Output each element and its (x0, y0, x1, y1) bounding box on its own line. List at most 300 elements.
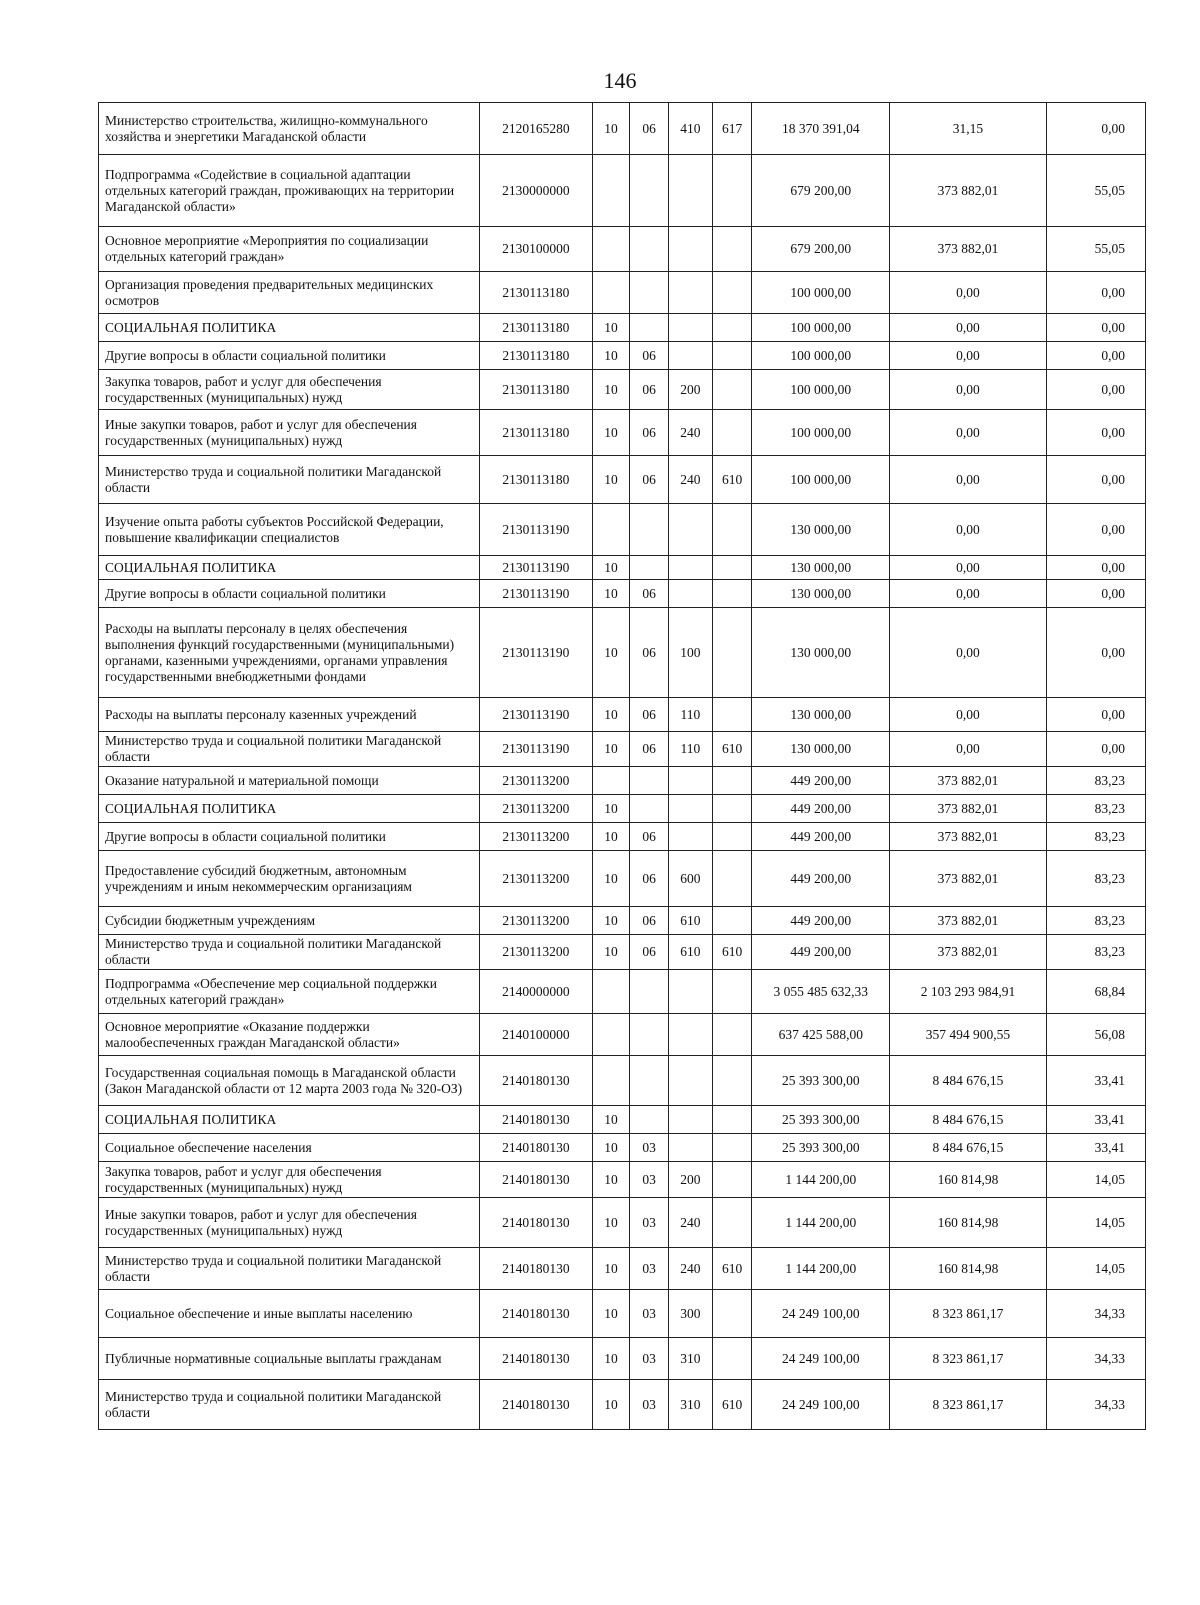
row-rz: 10 (592, 698, 630, 732)
row-grbs (712, 1162, 752, 1198)
row-pr: 06 (630, 907, 669, 935)
table-row (99, 698, 1146, 732)
row-plan: 1 144 200,00 (752, 1198, 890, 1248)
table-row (99, 1162, 1146, 1198)
row-vr: 610 (668, 907, 712, 935)
row-code: 2140180130 (480, 1198, 593, 1248)
row-fact: 373 882,01 (890, 935, 1047, 970)
row-name: Подпрограмма «Обеспечение мер социальной поддержки отдельных категорий граждан» (99, 970, 480, 1014)
row-pct: 83,23 (1046, 907, 1145, 935)
row-rz: 10 (592, 456, 630, 504)
row-rz: 10 (592, 314, 630, 342)
row-pct: 33,41 (1046, 1134, 1145, 1162)
budget-table (98, 102, 1146, 1430)
row-fact: 357 494 900,55 (890, 1014, 1047, 1056)
row-code: 2140180130 (480, 1290, 593, 1338)
row-code: 2130000000 (480, 155, 593, 227)
row-name: Министерство труда и социальной политики Магаданской области (99, 935, 480, 970)
row-pct: 14,05 (1046, 1162, 1145, 1198)
table-row (99, 227, 1146, 272)
table-row (99, 1248, 1146, 1290)
row-fact: 160 814,98 (890, 1198, 1047, 1248)
row-plan: 130 000,00 (752, 608, 890, 698)
row-grbs (712, 504, 752, 556)
row-fact: 8 323 861,17 (890, 1380, 1047, 1430)
row-fact: 373 882,01 (890, 227, 1047, 272)
table-row (99, 970, 1146, 1014)
row-name: Расходы на выплаты персоналу в целях обеспечения выполнения функций государственными (муниципальными) органами, казенными учреждениями, органами управления государственными внебюджетными фондами (99, 608, 480, 698)
row-code: 2140180130 (480, 1056, 593, 1106)
row-pct: 0,00 (1046, 456, 1145, 504)
row-vr: 240 (668, 410, 712, 456)
table-row (99, 823, 1146, 851)
row-pr (630, 155, 669, 227)
row-code: 2140180130 (480, 1134, 593, 1162)
row-plan: 130 000,00 (752, 556, 890, 580)
row-pct: 0,00 (1046, 410, 1145, 456)
row-pct: 55,05 (1046, 155, 1145, 227)
row-grbs (712, 580, 752, 608)
table-row (99, 1198, 1146, 1248)
row-pct: 0,00 (1046, 370, 1145, 410)
row-rz: 10 (592, 1290, 630, 1338)
row-pct: 0,00 (1046, 580, 1145, 608)
row-name: Расходы на выплаты персоналу казенных учреждений (99, 698, 480, 732)
row-name: Изучение опыта работы субъектов Российской Федерации, повышение квалификации специалистов (99, 504, 480, 556)
row-plan: 449 200,00 (752, 935, 890, 970)
row-name: Закупка товаров, работ и услуг для обеспечения государственных (муниципальных) нужд (99, 1162, 480, 1198)
row-code: 2130113180 (480, 342, 593, 370)
row-code: 2130113180 (480, 370, 593, 410)
row-fact: 0,00 (890, 314, 1047, 342)
table-row (99, 155, 1146, 227)
row-rz: 10 (592, 1380, 630, 1430)
row-pr: 06 (630, 732, 669, 767)
row-pr: 06 (630, 370, 669, 410)
row-grbs (712, 272, 752, 314)
row-pct: 83,23 (1046, 851, 1145, 907)
row-name: Иные закупки товаров, работ и услуг для обеспечения государственных (муниципальных) нужд (99, 410, 480, 456)
row-pr: 06 (630, 935, 669, 970)
row-vr: 610 (668, 935, 712, 970)
table-row (99, 410, 1146, 456)
row-name: Социальное обеспечение населения (99, 1134, 480, 1162)
row-grbs (712, 1290, 752, 1338)
row-vr (668, 1134, 712, 1162)
row-fact: 373 882,01 (890, 767, 1047, 795)
row-plan: 679 200,00 (752, 155, 890, 227)
row-plan: 100 000,00 (752, 370, 890, 410)
row-grbs (712, 608, 752, 698)
row-code: 2130113190 (480, 504, 593, 556)
row-grbs (712, 1338, 752, 1380)
row-grbs (712, 556, 752, 580)
row-name: Другие вопросы в области социальной политики (99, 342, 480, 370)
row-rz: 10 (592, 732, 630, 767)
row-rz: 10 (592, 410, 630, 456)
row-name: СОЦИАЛЬНАЯ ПОЛИТИКА (99, 556, 480, 580)
row-rz: 10 (592, 1162, 630, 1198)
row-code: 2140180130 (480, 1380, 593, 1430)
row-pct: 0,00 (1046, 608, 1145, 698)
row-pr: 03 (630, 1134, 669, 1162)
row-pr (630, 504, 669, 556)
row-fact: 8 323 861,17 (890, 1338, 1047, 1380)
row-name: Министерство труда и социальной политики Магаданской области (99, 1248, 480, 1290)
table-body (99, 103, 1146, 1430)
row-vr (668, 970, 712, 1014)
row-grbs: 610 (712, 456, 752, 504)
row-pct: 0,00 (1046, 103, 1145, 155)
row-plan: 449 200,00 (752, 907, 890, 935)
table-row (99, 456, 1146, 504)
row-pr (630, 767, 669, 795)
row-plan: 24 249 100,00 (752, 1380, 890, 1430)
row-pct: 34,33 (1046, 1290, 1145, 1338)
row-pct: 83,23 (1046, 767, 1145, 795)
table-row (99, 1290, 1146, 1338)
row-plan: 449 200,00 (752, 795, 890, 823)
row-fact: 373 882,01 (890, 155, 1047, 227)
table-row (99, 1338, 1146, 1380)
row-plan: 100 000,00 (752, 272, 890, 314)
row-fact: 2 103 293 984,91 (890, 970, 1047, 1014)
row-name: Оказание натуральной и материальной помощи (99, 767, 480, 795)
table-row (99, 795, 1146, 823)
row-pr (630, 970, 669, 1014)
row-pct: 34,33 (1046, 1380, 1145, 1430)
row-pct: 14,05 (1046, 1248, 1145, 1290)
row-pct: 68,84 (1046, 970, 1145, 1014)
row-vr (668, 504, 712, 556)
row-pct: 14,05 (1046, 1198, 1145, 1248)
row-pct: 0,00 (1046, 698, 1145, 732)
row-pr: 06 (630, 698, 669, 732)
row-fact: 0,00 (890, 580, 1047, 608)
row-vr: 300 (668, 1290, 712, 1338)
row-name: Иные закупки товаров, работ и услуг для обеспечения государственных (муниципальных) нужд (99, 1198, 480, 1248)
row-fact: 0,00 (890, 370, 1047, 410)
row-plan: 100 000,00 (752, 342, 890, 370)
row-plan: 100 000,00 (752, 456, 890, 504)
row-grbs (712, 410, 752, 456)
row-rz: 10 (592, 556, 630, 580)
row-rz (592, 1014, 630, 1056)
row-plan: 3 055 485 632,33 (752, 970, 890, 1014)
row-plan: 449 200,00 (752, 823, 890, 851)
row-plan: 449 200,00 (752, 851, 890, 907)
row-grbs (712, 1198, 752, 1248)
row-fact: 31,15 (890, 103, 1047, 155)
page-number: 146 (603, 68, 637, 93)
row-code: 2130113180 (480, 410, 593, 456)
row-pr: 03 (630, 1380, 669, 1430)
table-row (99, 556, 1146, 580)
row-pct: 33,41 (1046, 1056, 1145, 1106)
table-row (99, 504, 1146, 556)
row-fact: 0,00 (890, 556, 1047, 580)
row-grbs: 617 (712, 103, 752, 155)
row-rz (592, 272, 630, 314)
row-rz: 10 (592, 370, 630, 410)
row-grbs (712, 1056, 752, 1106)
row-name: Министерство труда и социальной политики Магаданской области (99, 456, 480, 504)
table-row (99, 314, 1146, 342)
table-row (99, 1380, 1146, 1430)
row-vr: 110 (668, 698, 712, 732)
row-code: 2130113190 (480, 556, 593, 580)
row-name: Основное мероприятие «Мероприятия по социализации отдельных категорий граждан» (99, 227, 480, 272)
row-grbs (712, 823, 752, 851)
row-grbs: 610 (712, 732, 752, 767)
row-vr (668, 795, 712, 823)
row-vr (668, 1014, 712, 1056)
row-pr: 06 (630, 580, 669, 608)
row-pr (630, 272, 669, 314)
row-fact: 8 484 676,15 (890, 1134, 1047, 1162)
row-pct: 0,00 (1046, 342, 1145, 370)
row-plan: 24 249 100,00 (752, 1290, 890, 1338)
row-code: 2140100000 (480, 1014, 593, 1056)
row-code: 2130113190 (480, 732, 593, 767)
row-grbs (712, 907, 752, 935)
row-plan: 100 000,00 (752, 314, 890, 342)
row-vr: 240 (668, 1248, 712, 1290)
row-pct: 83,23 (1046, 935, 1145, 970)
row-code: 2130113190 (480, 698, 593, 732)
row-grbs (712, 767, 752, 795)
row-fact: 373 882,01 (890, 823, 1047, 851)
row-grbs: 610 (712, 1380, 752, 1430)
row-pct: 0,00 (1046, 314, 1145, 342)
row-name: Социальное обеспечение и иные выплаты населению (99, 1290, 480, 1338)
row-grbs (712, 698, 752, 732)
row-pct: 0,00 (1046, 732, 1145, 767)
row-plan: 18 370 391,04 (752, 103, 890, 155)
row-fact: 0,00 (890, 456, 1047, 504)
row-pr: 03 (630, 1290, 669, 1338)
table-row (99, 767, 1146, 795)
row-plan: 130 000,00 (752, 698, 890, 732)
table-row (99, 370, 1146, 410)
row-name: Организация проведения предварительных медицинских осмотров (99, 272, 480, 314)
row-name: Министерство строительства, жилищно-коммунального хозяйства и энергетики Магаданской области (99, 103, 480, 155)
row-name: Субсидии бюджетным учреждениям (99, 907, 480, 935)
row-rz: 10 (592, 935, 630, 970)
row-rz: 10 (592, 823, 630, 851)
table-row (99, 1106, 1146, 1134)
row-code: 2130113200 (480, 935, 593, 970)
row-rz: 10 (592, 795, 630, 823)
row-pct: 56,08 (1046, 1014, 1145, 1056)
row-vr (668, 580, 712, 608)
row-grbs (712, 1014, 752, 1056)
row-fact: 0,00 (890, 342, 1047, 370)
table-row (99, 935, 1146, 970)
row-vr: 200 (668, 1162, 712, 1198)
row-code: 2130113180 (480, 456, 593, 504)
row-fact: 160 814,98 (890, 1162, 1047, 1198)
row-plan: 25 393 300,00 (752, 1106, 890, 1134)
row-rz: 10 (592, 1106, 630, 1134)
row-plan: 25 393 300,00 (752, 1134, 890, 1162)
row-pr: 06 (630, 823, 669, 851)
row-rz (592, 1056, 630, 1106)
row-rz (592, 155, 630, 227)
row-code: 2130100000 (480, 227, 593, 272)
row-pct: 83,23 (1046, 795, 1145, 823)
row-pr (630, 1056, 669, 1106)
row-code: 2130113180 (480, 314, 593, 342)
table-row (99, 1056, 1146, 1106)
row-pct: 55,05 (1046, 227, 1145, 272)
row-fact: 0,00 (890, 698, 1047, 732)
row-name: Министерство труда и социальной политики Магаданской области (99, 732, 480, 767)
row-name: Публичные нормативные социальные выплаты гражданам (99, 1338, 480, 1380)
row-vr: 200 (668, 370, 712, 410)
row-fact: 8 484 676,15 (890, 1106, 1047, 1134)
row-vr (668, 556, 712, 580)
row-plan: 25 393 300,00 (752, 1056, 890, 1106)
row-plan: 1 144 200,00 (752, 1162, 890, 1198)
row-pr: 06 (630, 608, 669, 698)
row-fact: 373 882,01 (890, 907, 1047, 935)
row-rz: 10 (592, 580, 630, 608)
row-pr (630, 314, 669, 342)
row-fact: 8 323 861,17 (890, 1290, 1047, 1338)
row-grbs: 610 (712, 935, 752, 970)
row-rz: 10 (592, 608, 630, 698)
row-pr: 03 (630, 1198, 669, 1248)
row-vr: 110 (668, 732, 712, 767)
row-plan: 130 000,00 (752, 504, 890, 556)
row-vr: 410 (668, 103, 712, 155)
row-fact: 373 882,01 (890, 795, 1047, 823)
row-pr (630, 556, 669, 580)
row-pr: 03 (630, 1338, 669, 1380)
row-vr (668, 1056, 712, 1106)
row-rz: 10 (592, 1338, 630, 1380)
row-vr (668, 767, 712, 795)
row-name: Другие вопросы в области социальной политики (99, 580, 480, 608)
row-code: 2130113200 (480, 851, 593, 907)
row-plan: 679 200,00 (752, 227, 890, 272)
row-vr: 100 (668, 608, 712, 698)
row-pct: 34,33 (1046, 1338, 1145, 1380)
row-vr (668, 314, 712, 342)
row-rz: 10 (592, 1248, 630, 1290)
row-name: Закупка товаров, работ и услуг для обеспечения государственных (муниципальных) нужд (99, 370, 480, 410)
row-pct: 83,23 (1046, 823, 1145, 851)
row-pr: 03 (630, 1248, 669, 1290)
row-code: 2130113200 (480, 795, 593, 823)
table-row (99, 103, 1146, 155)
row-grbs (712, 851, 752, 907)
row-plan: 1 144 200,00 (752, 1248, 890, 1290)
row-fact: 8 484 676,15 (890, 1056, 1047, 1106)
row-grbs (712, 227, 752, 272)
row-vr: 240 (668, 456, 712, 504)
row-name: Подпрограмма «Содействие в социальной адаптации отдельных категорий граждан, проживающих на территории Магаданской области» (99, 155, 480, 227)
row-rz: 10 (592, 907, 630, 935)
row-rz: 10 (592, 851, 630, 907)
row-grbs (712, 155, 752, 227)
row-pct: 0,00 (1046, 556, 1145, 580)
row-code: 2120165280 (480, 103, 593, 155)
row-vr: 310 (668, 1380, 712, 1430)
row-rz (592, 504, 630, 556)
row-name: СОЦИАЛЬНАЯ ПОЛИТИКА (99, 1106, 480, 1134)
row-name: Государственная социальная помощь в Магаданской области (Закон Магаданской области от 12 марта 2003 года № 320-ОЗ) (99, 1056, 480, 1106)
row-code: 2140000000 (480, 970, 593, 1014)
row-pct: 0,00 (1046, 272, 1145, 314)
row-code: 2130113190 (480, 580, 593, 608)
row-rz: 10 (592, 1134, 630, 1162)
row-plan: 130 000,00 (752, 580, 890, 608)
row-pr: 06 (630, 342, 669, 370)
row-plan: 100 000,00 (752, 410, 890, 456)
row-pr: 06 (630, 410, 669, 456)
row-rz (592, 970, 630, 1014)
row-rz: 10 (592, 1198, 630, 1248)
row-pct: 0,00 (1046, 504, 1145, 556)
row-grbs: 610 (712, 1248, 752, 1290)
row-grbs (712, 1106, 752, 1134)
row-grbs (712, 795, 752, 823)
row-code: 2130113200 (480, 907, 593, 935)
row-fact: 0,00 (890, 504, 1047, 556)
row-grbs (712, 970, 752, 1014)
row-fact: 373 882,01 (890, 851, 1047, 907)
row-pr (630, 795, 669, 823)
row-vr: 600 (668, 851, 712, 907)
table-row (99, 851, 1146, 907)
row-name: СОЦИАЛЬНАЯ ПОЛИТИКА (99, 795, 480, 823)
row-rz (592, 767, 630, 795)
row-plan: 130 000,00 (752, 732, 890, 767)
row-plan: 24 249 100,00 (752, 1338, 890, 1380)
row-vr (668, 342, 712, 370)
row-code: 2130113180 (480, 272, 593, 314)
row-fact: 160 814,98 (890, 1248, 1047, 1290)
row-rz: 10 (592, 103, 630, 155)
row-pct: 33,41 (1046, 1106, 1145, 1134)
table-row (99, 608, 1146, 698)
row-vr (668, 1106, 712, 1134)
row-code: 2130113200 (480, 823, 593, 851)
row-pr (630, 227, 669, 272)
row-plan: 449 200,00 (752, 767, 890, 795)
table-row (99, 1014, 1146, 1056)
row-grbs (712, 370, 752, 410)
row-name: Другие вопросы в области социальной политики (99, 823, 480, 851)
table-row (99, 272, 1146, 314)
row-pr: 06 (630, 103, 669, 155)
row-code: 2140180130 (480, 1248, 593, 1290)
row-code: 2140180130 (480, 1106, 593, 1134)
table-row (99, 907, 1146, 935)
table-row (99, 1134, 1146, 1162)
row-name: Предоставление субсидий бюджетным, автономным учреждениям и иным некоммерческим организациям (99, 851, 480, 907)
row-fact: 0,00 (890, 272, 1047, 314)
row-fact: 0,00 (890, 608, 1047, 698)
row-grbs (712, 1134, 752, 1162)
row-pr: 06 (630, 456, 669, 504)
row-rz (592, 227, 630, 272)
row-vr: 310 (668, 1338, 712, 1380)
table-row (99, 342, 1146, 370)
row-vr (668, 272, 712, 314)
